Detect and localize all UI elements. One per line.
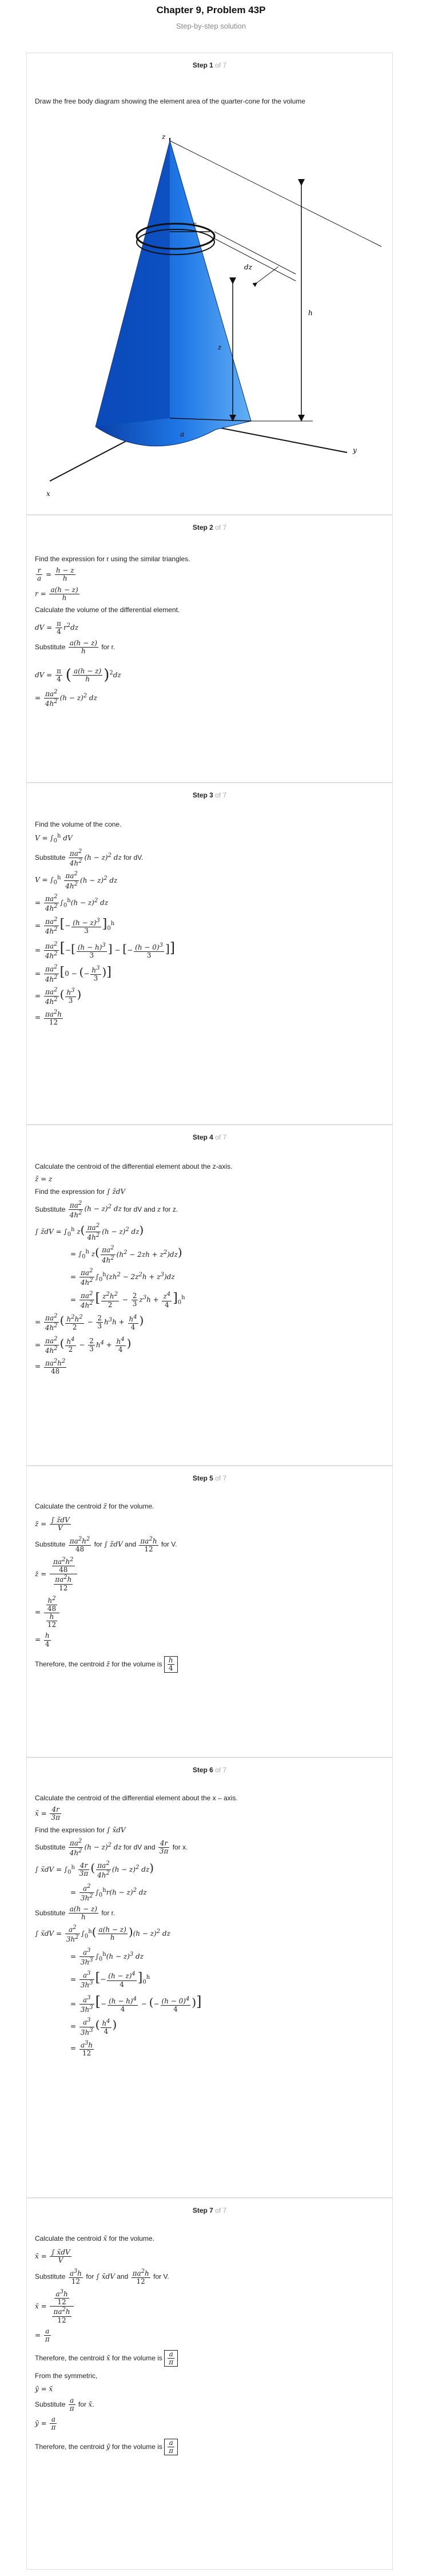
text: Substitute: [35, 1205, 66, 1213]
step-of: of 7: [215, 1133, 227, 1141]
step-7-text-1: Calculate the centroid x̄ for the volume.: [35, 2234, 154, 2242]
page-title: Chapter 9, Problem 43P: [156, 5, 266, 15]
eq-ybar: ȳ = $\frac{a}{\pi}$: [35, 2415, 56, 2432]
step-of: of 7: [215, 791, 227, 799]
step-6-subst: Substitute $\frac{\pi a^2}{4h^2}$ $(h - z)^2$ dz for dV and $\frac{4r}{3\pi}$ for x.: [35, 1837, 188, 1857]
text: for the volume is: [112, 1660, 162, 1668]
text: Substitute: [35, 2272, 66, 2280]
text: for: [78, 2400, 86, 2408]
step-2-text-1: [35, 554, 384, 563]
eq-v-2: $V = \int_0^h$ $\frac{\pi a^2}{4h^2}$ $(h - z)^2$ dz: [35, 871, 118, 890]
step-2-card: [26, 515, 393, 783]
text: Therefore, the centroid: [35, 2353, 105, 2362]
step-6-text-1: Calculate the centroid of the differential element about the x – axis.: [35, 1794, 238, 1802]
eq-xdv-8: = $\frac{a^3h}{12}$: [70, 2039, 93, 2057]
text: Find the expression for: [35, 1825, 105, 1834]
eq-zbar-1: z̄ = $\frac{\frac{\pi a^2h^2}{48}}{\frac{\pi a^2h}{12}}$: [35, 1557, 384, 1592]
step-5-result: Therefore, the centroid z̄ for the volume is $\frac{h}{4}$: [35, 1656, 384, 1673]
step-3-card: [26, 783, 393, 1125]
eq-zbar-def: z̄ = $\frac{\int z̃dV}{V}$: [35, 1516, 70, 1533]
eq-xbar-def: x̄ = $\frac{\int x̃dV}{V}$: [35, 2248, 70, 2265]
eq-zdv-4: = $\frac{\pi a^2}{4h^2}$ [ $\frac{z^2h^2}{2}$ − $\frac{2}{3}$ $z^3h$ + $\frac{z^4}{4}$ ]$_0^h$: [70, 1290, 185, 1310]
eq-dv: dV = $\frac{\pi}{4}$ $r^2dz$: [35, 620, 79, 636]
eq-zbar-el: z̃ = z: [35, 1175, 53, 1184]
step-of: of 7: [215, 523, 227, 531]
step-4-subst: Substitute $\frac{\pi a^2}{4h^2}$ $(h - z)^2$ dz for dV and z for z.: [35, 1200, 178, 1219]
eq-xbar-el: x̃ = $\frac{4r}{3\pi}$: [35, 1805, 60, 1822]
text: for dV and: [124, 1205, 156, 1213]
text: Substitute: [35, 853, 66, 862]
eq-v: $V = \int_0^h$ dV: [35, 833, 73, 844]
step-7-title: [27, 2206, 392, 2214]
eq-xbar-1: x̄ = $\frac{\frac{a^3h}{12}}{\frac{\pi a^2h}{12}}$: [35, 2289, 384, 2324]
step-6-text-2: Find the expression for ∫ x̃dV: [35, 1825, 126, 1834]
step-3-subst: Substitute $\frac{\pi a^2}{4h^2}$ $(h - z)^2$ dz for dV.: [35, 848, 144, 868]
text: for dV.: [124, 853, 144, 862]
step-7-result-x: Therefore, the centroid x̄ for the volume is $\frac{a}{\pi}$: [35, 2350, 384, 2367]
page-header: [0, 0, 422, 53]
h-label: h: [308, 309, 313, 317]
text: Substitute: [35, 2400, 66, 2408]
step-3-title: [27, 791, 392, 799]
step-of: of 7: [215, 2206, 227, 2214]
step-3-text-1: Find the volume of the cone.: [35, 820, 122, 828]
text: for: [86, 2272, 94, 2280]
text: Find the expression for: [35, 1188, 105, 1196]
dz-label: dz: [244, 263, 253, 272]
step-2-subst: Substitute $\frac{a(h - z)}{h}$ for r.: [35, 638, 116, 655]
text: for the volume.: [109, 1502, 154, 1510]
text: Substitute: [35, 1908, 66, 1917]
text: Therefore, the centroid: [35, 1660, 105, 1668]
text: for the volume is: [112, 2442, 162, 2451]
text: for dV and: [124, 1843, 156, 1851]
step-6-subst-2: Substitute $\frac{a(h - z)}{h}$ for r.: [35, 1904, 116, 1922]
eq-dv-2: dV = $\frac{\pi}{4}$ ( $\frac{a(h - z)}{h}$ )$^2$dz: [35, 666, 121, 684]
text: Substitute: [35, 1843, 66, 1851]
eq-xdv-6: = $\frac{a^3}{3h^3}$ [− $\frac{(h - h)^4}{4}$ − (− $\frac{(h - 0)^4}{4}$ )]: [70, 1994, 202, 2014]
eq-v-8: = $\frac{\pi a^2h}{12}$: [35, 1009, 62, 1027]
eq-xdv-3: ∫ x̃dV = $\frac{a^2}{3h^2}$ $\int_0^h$( $\frac{a(h - z)}{h}$ )$(h - z)^2$ dz: [35, 1924, 170, 1944]
step-of: of 7: [215, 61, 227, 69]
step-7-result-y: Therefore, the centroid ȳ for the volume is $\frac{a}{\pi}$: [35, 2439, 384, 2455]
step-4-title: [27, 1133, 392, 1141]
text: for x.: [172, 1843, 188, 1851]
text: for: [94, 1539, 102, 1548]
step-5-text-1: Calculate the centroid z̄ for the volume.: [35, 1502, 154, 1510]
step-label: Step 7: [192, 2206, 213, 2214]
step-label: Step 4: [192, 1133, 213, 1141]
step-6-card: [26, 1757, 393, 2198]
eq-r: r = $\frac{a(h - z)}{h}$: [35, 585, 78, 602]
step-4-text-2: Find the expression for ∫ z̃dV: [35, 1188, 126, 1196]
text: Substitute: [35, 1539, 66, 1548]
dz-line-bottom: [214, 239, 296, 281]
cone-face: [95, 141, 170, 427]
step-2-title: [27, 523, 392, 531]
step-5-card: [26, 1466, 393, 1757]
text: for the volume.: [109, 2234, 154, 2242]
text: for r.: [101, 642, 116, 651]
apex-line: [170, 141, 381, 247]
text: for r.: [101, 1908, 116, 1917]
step-4-text-1: Calculate the centroid of the differential element about the z-axis.: [35, 1162, 233, 1170]
step-label: Step 6: [192, 1766, 213, 1774]
eq-zdv-3: = $\frac{\pi a^2}{4h^2}$ $\int_0^h(zh^2 - 2z^2h + z^3)dz$: [70, 1267, 175, 1287]
dz-arrow: [256, 267, 278, 284]
step-of: of 7: [215, 1474, 227, 1482]
eq-xdv-5: = $\frac{a^3}{3h^3}$ [− $\frac{(h - z)^4}{4}$ ]$_0^h$: [70, 1970, 150, 1989]
text: for V.: [153, 2272, 169, 2280]
step-5-title: [27, 1474, 392, 1482]
step-1-title: [27, 61, 392, 69]
eq-v-3: = $\frac{\pi a^2}{4h^2}$ $\int_0^h(h - z)^2$ dz: [35, 893, 109, 913]
text: and: [125, 1539, 137, 1548]
eq-xdv-1: ∫ x̃dV = $\int_0^h$ $\frac{4r}{3\pi}$ ( $\frac{\pi a^2}{4h^2}$ $(h - z)^2$ dz): [35, 1860, 154, 1880]
step-6-title: [27, 1766, 392, 1774]
eq-xdv-4: = $\frac{a^3}{3h^3}$ $\int_0^h(h - z)^3$ dz: [70, 1947, 144, 1966]
text: Find the expression for r using the similar triangles.: [35, 555, 190, 563]
radius-r-label: r: [193, 220, 196, 229]
z-axis-label: z: [162, 133, 166, 141]
eq-zbar-2: = $\frac{\frac{h^2}{48}}{\frac{h}{12}}$: [35, 1595, 384, 1629]
step-5-subst: Substitute $\frac{\pi a^2h^2}{48}$ for ∫ z̃dV and $\frac{\pi a^2h}{12}$ for V.: [35, 1535, 177, 1553]
eq-v-5: = $\frac{\pi a^2}{4h^2}$ [−[ $\frac{(h - h)^3}{3}$ ] − [− $\frac{(h - 0)^3}{3}$ ]]: [35, 940, 176, 960]
eq-v-7: = $\frac{\pi a^2}{4h^2}$ ( $\frac{h^3}{3}$ ): [35, 986, 82, 1006]
text: Calculate the centroid: [35, 1502, 102, 1510]
text: for z.: [162, 1205, 178, 1213]
step-7-subst: Substitute $\frac{a^3h}{12}$ for ∫ x̃dV and $\frac{\pi a^2h}{12}$ for V.: [35, 2268, 169, 2285]
y-axis-label: y: [353, 446, 357, 455]
text: and: [117, 2272, 129, 2280]
eq-zbar-3: = $\frac{h}{4}$: [35, 1632, 50, 1648]
text: Substitute: [35, 642, 66, 651]
step-of: of 7: [215, 1766, 227, 1774]
eq-zdv-1: ∫ z̃dV = $\int_0^h$ z( $\frac{\pi a^2}{4h^2}$ $(h - z)^2$ dz): [35, 1222, 144, 1242]
eq-zdv-6: = $\frac{\pi a^2}{4h^2}$ ( $\frac{h^4}{2}$ − $\frac{2}{3}$ $h^4$ + $\frac{h^4}{4}$ ): [35, 1335, 132, 1355]
eq-zdv-2: = $\int_0^h$ z( $\frac{\pi a^2}{4h^2}$ $(h^2 - 2zh + z^2)dz$): [70, 1245, 182, 1264]
step-1-text: Draw the free body diagram showing the element area of the quarter-cone for the volume: [35, 97, 305, 105]
page-subtitle: Step-by-step solution: [176, 22, 246, 30]
eq-xdv-2: = $\frac{a^2}{3h^2}$ $\int_0^hr(h - z)^2$ dz: [70, 1883, 147, 1902]
eq-xbar-2: = $\frac{a}{\pi}$: [35, 2327, 50, 2343]
step-label: Step 1: [192, 61, 213, 69]
step-label: Step 3: [192, 791, 213, 799]
text: for V.: [161, 1539, 177, 1548]
step-7-card: [26, 2198, 393, 2570]
eq-dv-3: = $\frac{\pi a^2}{4h^2}$ $(h - z)^2$ dz: [35, 688, 97, 708]
step-label: Step 2: [192, 523, 213, 531]
text: Calculate the centroid: [35, 2234, 102, 2242]
eq-v-6: = $\frac{\pi a^2}{4h^2}$ [0 − (− $\frac{h^3}{3}$ )]: [35, 964, 112, 983]
step-label: Step 5: [192, 1474, 213, 1482]
dz-line-top: [214, 232, 296, 274]
eq-ybar-x: ȳ = x̄: [35, 2384, 53, 2393]
text: Therefore, the centroid: [35, 2442, 105, 2451]
quarter-cone-figure: [27, 109, 393, 504]
step-2-text-2: Calculate the volume of the differential element.: [35, 605, 180, 614]
text: for the volume is: [112, 2353, 162, 2362]
eq-zdv-5: = $\frac{\pi a^2}{4h^2}$ ( $\frac{h^2h^2}{2}$ − $\frac{2}{3}$ $h^3h$ + $\frac{h^4}{4}$ ): [35, 1313, 144, 1332]
z-dim-label: z: [218, 343, 222, 352]
step-1-card: [26, 53, 393, 515]
step-7-symmetric: From the symmetric,: [35, 2372, 98, 2380]
eq-v-4: = $\frac{\pi a^2}{4h^2}$ [− $\frac{(h - z)^3}{3}$ ]$_0^h$: [35, 916, 115, 936]
step-7-subst-2: Substitute $\frac{a}{\pi}$ for x̄.: [35, 2396, 94, 2412]
x-axis-label: x: [46, 490, 50, 498]
eq-zdv-7: = $\frac{\pi a^2h^2}{48}$: [35, 1358, 66, 1376]
a-label: a: [180, 430, 185, 439]
eq-xdv-7: = $\frac{a^3}{3h^3}$ ( $\frac{h^4}{4}$ ): [70, 2017, 117, 2037]
eq-similar: $\frac{r}{a}$ = $\frac{h - z}{h}$: [37, 566, 74, 583]
step-4-card: [26, 1125, 393, 1466]
